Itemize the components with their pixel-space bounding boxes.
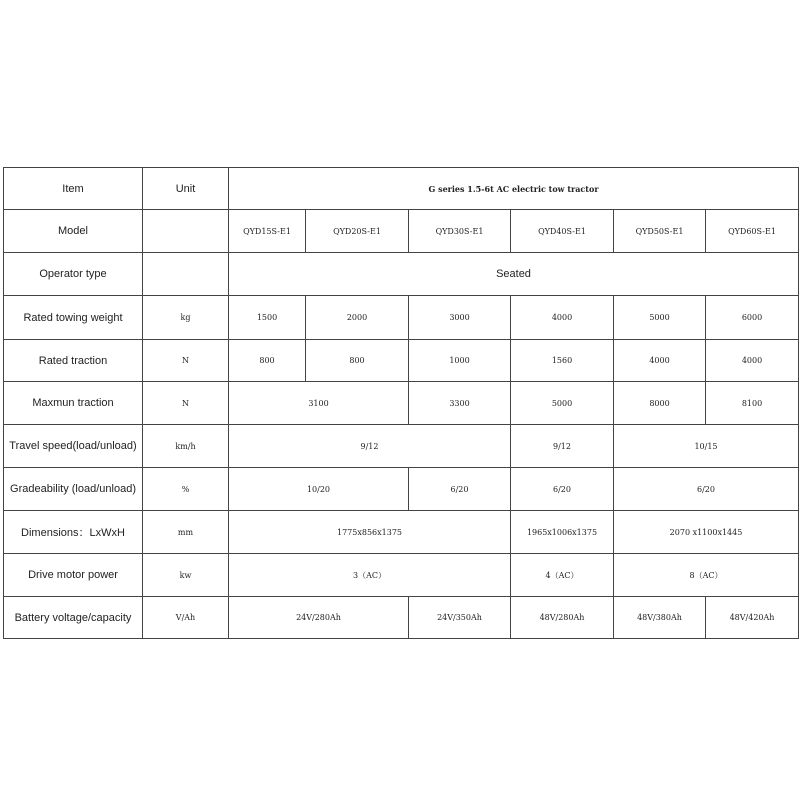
row-label: Model [4, 210, 143, 253]
value-cell: 48V/380Ah [614, 597, 706, 639]
header-row [4, 168, 799, 210]
value-cell: 24V/350Ah [409, 597, 511, 639]
row-unit: kg [143, 296, 229, 340]
value-cell: 1775x856x1375 [229, 511, 511, 554]
value-cell: 3000 [409, 296, 511, 340]
row-label: Gradeability (load/unload) [4, 468, 143, 511]
row-unit: mm [143, 511, 229, 554]
model-cell: QYD20S-E1 [306, 210, 409, 253]
operator-type-row [4, 253, 799, 296]
value-cell: 3（AC） [229, 554, 511, 597]
dimensions-row [4, 511, 799, 554]
value-cell: 9/12 [511, 425, 614, 468]
value-cell: 8000 [614, 382, 706, 425]
row-label: Drive motor power [4, 554, 143, 597]
row-label: Battery voltage/capacity [4, 597, 143, 639]
value-cell: 6/20 [511, 468, 614, 511]
value-cell: 1500 [229, 296, 306, 340]
value-cell: 5000 [614, 296, 706, 340]
row-unit: km/h [143, 425, 229, 468]
value-cell: 6/20 [409, 468, 511, 511]
value-cell: 3300 [409, 382, 511, 425]
value-cell: 6/20 [614, 468, 799, 511]
row-unit: N [143, 382, 229, 425]
gradeability-row [4, 468, 799, 511]
row-unit [143, 210, 229, 253]
model-cell: QYD40S-E1 [511, 210, 614, 253]
row-unit [143, 253, 229, 296]
spec-table [3, 167, 799, 639]
value-cell: 24V/280Ah [229, 597, 409, 639]
value-cell: 10/15 [614, 425, 799, 468]
row-label: Travel speed(load/unload) [4, 425, 143, 468]
operator-type-cell: Seated [229, 253, 799, 296]
model-cell: QYD15S-E1 [229, 210, 306, 253]
max-traction-row [4, 382, 799, 425]
row-unit: N [143, 340, 229, 382]
value-cell: 4000 [511, 296, 614, 340]
row-label: Rated traction [4, 340, 143, 382]
row-label: Maxmun traction [4, 382, 143, 425]
value-cell: 48V/280Ah [511, 597, 614, 639]
row-unit: V/Ah [143, 597, 229, 639]
table-title: G series 1.5-6t AC electric tow tractor [229, 168, 799, 210]
value-cell: 800 [229, 340, 306, 382]
model-cell: QYD60S-E1 [706, 210, 799, 253]
rated-traction-row [4, 340, 799, 382]
value-cell: 48V/420Ah [706, 597, 799, 639]
value-cell: 9/12 [229, 425, 511, 468]
value-cell: 1965x1006x1375 [511, 511, 614, 554]
value-cell: 4（AC） [511, 554, 614, 597]
value-cell: 1000 [409, 340, 511, 382]
value-cell: 4000 [706, 340, 799, 382]
model-cell: QYD30S-E1 [409, 210, 511, 253]
row-label: Rated towing weight [4, 296, 143, 340]
model-row [4, 210, 799, 253]
value-cell: 800 [306, 340, 409, 382]
drive-motor-power-row [4, 554, 799, 597]
value-cell: 8100 [706, 382, 799, 425]
value-cell: 4000 [614, 340, 706, 382]
item-header: Item [4, 168, 143, 210]
unit-header: Unit [143, 168, 229, 210]
value-cell: 1560 [511, 340, 614, 382]
value-cell: 8（AC） [614, 554, 799, 597]
value-cell: 2000 [306, 296, 409, 340]
row-unit: kw [143, 554, 229, 597]
battery-row [4, 597, 799, 639]
value-cell: 6000 [706, 296, 799, 340]
row-label: Dimensions：LxWxH [4, 511, 143, 554]
value-cell: 10/20 [229, 468, 409, 511]
model-cell: QYD50S-E1 [614, 210, 706, 253]
value-cell: 5000 [511, 382, 614, 425]
travel-speed-row [4, 425, 799, 468]
value-cell: 2070 x1100x1445 [614, 511, 799, 554]
rated-towing-weight-row [4, 296, 799, 340]
row-unit: % [143, 468, 229, 511]
row-label: Operator type [4, 253, 143, 296]
value-cell: 3100 [229, 382, 409, 425]
